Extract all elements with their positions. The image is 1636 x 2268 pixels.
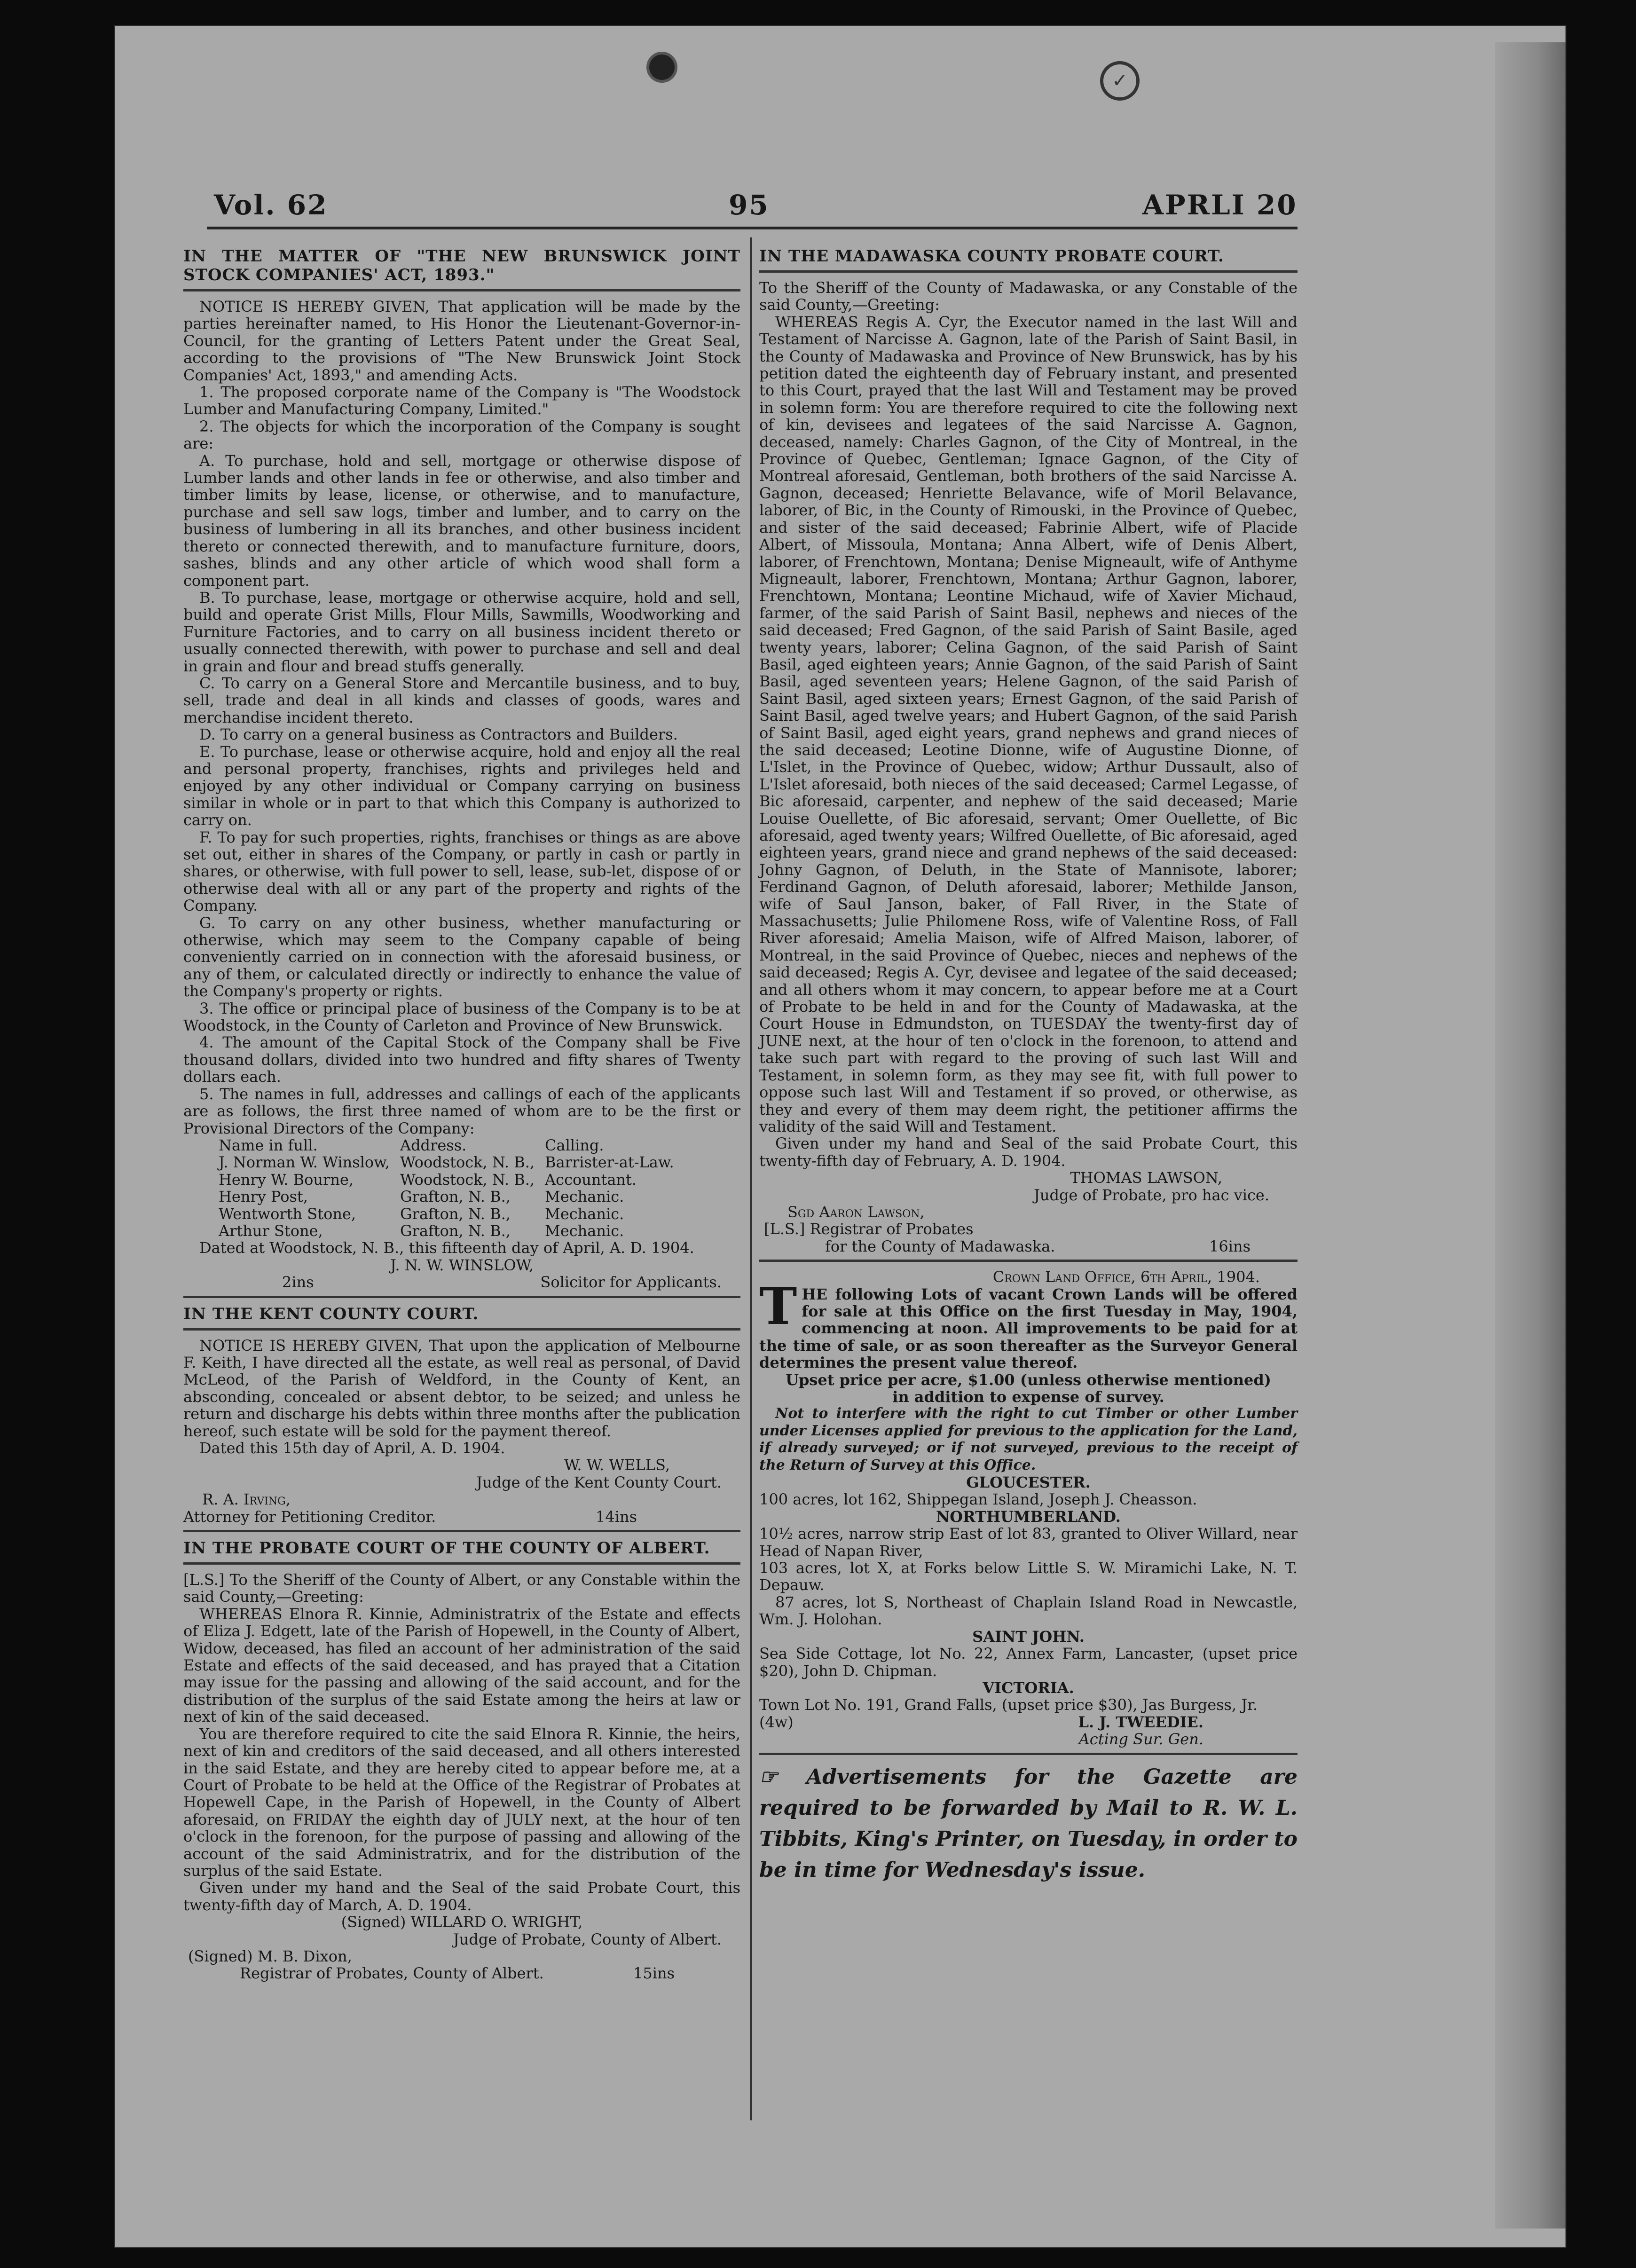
table-cell: Woodstock, N. B.,	[400, 1170, 535, 1189]
stamp-mark-icon: ✓	[1100, 61, 1140, 101]
madawaska-body: WHEREAS Regis A. Cyr, the Executor named in the last Will and Testament of Narcisse A. Gagnon, late of the Parish of Saint Basil, in the County of Madawaska and Province of New Brunswick, has by his petition dated the eighteenth day of February instant, and presented to this Court, prayed that the last Will and Testament may be proved in solemn form: You are therefore required to cite the following next of kin, devisees and legatees of the said Narcisse A. Gagnon, deceased, namely: Charles Gagnon, of the City of Montreal, in the Province of Quebec, Gentleman; Ignace Gagnon, of the City of Montreal aforesaid, Gentleman, both brothers of the said Narcisse A. Gagnon, deceased; Henriette Belavance, wife of Moril Belavance, laborer, of Bic, in the County of Rimouski, in the Province of Quebec, and sister of the said deceased; Fabrinie Albert, wife of Placide Albert, of Missoula, Montana; Anna Albert, wife of Denis Albert, laborer, of Frenchtown, Montana; Denise Migneault, wife of Anthyme Migneault, laborer, Frenchtown, Montana; Arthur Gagnon, laborer, Frenchtown, Montana; Leontine Michaud, wife of Xavier Michaud, farmer, of the said Parish of Saint Basil, nephews and nieces of the said deceased; Fred Gagnon, of the said Parish of Saint Basile, aged twenty years, laborer; Celina Gagnon, of the said Parish of Saint Basil, aged eighteen years; Annie Gagnon, of the said Parish of Saint Basil, aged seventeen years; Helene Gagnon, of the said Parish of Saint Basil, aged sixteen years; Ernest Gagnon, of the said Parish of Saint Basil, aged twelve years; and Hubert Gagnon, of the said Parish of Saint Basil, aged eight years, grand nephews and grand nieces of the said deceased; Leotine Dionne, wife of Augustine Dionne, of L'Islet, in the Province of Quebec, widow; Arthur Dussault, also of L'Islet aforesaid, both nieces of the said deceased; Carmel Legasse, of Bic aforesaid, carpenter, and nephew of the said deceased; Marie Louise Ouellette, of Bic aforesaid, servant; Omer Ouellette, of Bic aforesaid, aged twenty years; Wilfred Ouellette, of Bic aforesaid, aged eighteen years, grand niece and grand nephews of the said deceased: Johny Gagnon, of Deluth, in the State of Mannisote, laborer; Ferdinand Gagnon, of Deluth aforesaid, laborer; Methilde Janson, wife of Saul Janson, baker, of Fall River, in the State of Massachusetts; Julie Philomene Ross, wife of Valentine Ross, of Fall River aforesaid; Amelia Maison, wife of Alfred Maison, laborer, of Montreal, in the said Province of Quebec, nieces and nephews of the said deceased; Regis A. Cyr, devisee and legatee of the said deceased; and all others whom it may concern, to appear before me at a Court of Probate to be held in and for the County of Madawaska, at the Court House in Edmundston, on TUESDAY the twenty-first day of JUNE next, at the hour of ten o'clock in the forenoon, to attend and take such part with regard to the proving of such last Will and Testament, in solemn form, as they may see fit, with full power to oppose such last Will and Testament if so proved, or otherwise, as they and every of them may deem right, the petitioner affirms the validity of the said Will and Testament.	[759, 313, 1298, 1135]
insertions-count: 15ins	[633, 1964, 675, 1983]
county-heading-gloucester: GLOUCESTER.	[966, 1473, 1091, 1492]
table-cell: Grafton, N. B.,	[400, 1188, 511, 1206]
binding-hole-icon	[646, 52, 677, 83]
section-rule	[759, 270, 1298, 273]
joint-stock-paragraph: E. To purchase, lease or otherwise acquire, hold and enjoy all the real and personal property, franchises, rights and privileges held and enjoyed by any other individual or Company carrying on business similar in whole or in part to that which this Company is authorized to carry on.	[183, 742, 740, 829]
joint-stock-paragraph: A. To purchase, hold and sell, mortgage or otherwise dispose of Lumber lands and other lands in fee or otherwise, and also timber and timber limits by lease, license, or otherwise, and to manufacture, purchase and sell saw logs, timber and lumber, and to carry on the business of lumbering in all its branches, and other business incident thereto or connected therewith, and to manufacture furniture, doors, sashes, blinds and any other article of which wood shall form a component part.	[183, 451, 740, 590]
insertions-count: 14ins	[596, 1507, 637, 1526]
table-cell: Grafton, N. B.,	[400, 1205, 511, 1223]
table-cell: Mechanic.	[545, 1221, 624, 1240]
section-rule	[759, 1260, 1298, 1262]
albert-paragraph: You are therefore required to cite the said Elnora R. Kinnie, the heirs, next of kin and creditors of the said deceased, and all others interested in the said Estate, and they are hereby cited to appear before me, at a Court of Probate to be held at the Office of the Registrar of Probates at Hopewell Cape, in the Parish of Hopewell, in the County of Albert aforesaid, on FRIDAY the eighth day of JULY next, at the hour of ten o'clock in the forenoon, for the purpose of passing and allowing of the account of the said Administratrix, and for the distribution of the surplus of the said Estate.	[183, 1725, 740, 1880]
joint-stock-paragraph: 1. The proposed corporate name of the Company is "The Woodstock Lumber and Manufacturing Company, Limited."	[183, 383, 740, 418]
joint-stock-paragraph: C. To carry on a General Store and Mercantile business, and to buy, sell, trade and deal in all kinds and classes of goods, wares and merchandise incident thereto.	[183, 674, 740, 726]
insertions-count: (4w)	[759, 1713, 794, 1731]
header-rule	[207, 227, 1298, 229]
table-row	[219, 1171, 684, 1188]
table-cell: Henry Post,	[219, 1188, 308, 1206]
page-number: 95	[729, 189, 770, 221]
joint-stock-paragraph: 2. The objects for which the incorporation of the Company is sought are:	[183, 417, 740, 453]
joint-stock-title: IN THE MATTER OF "THE NEW BRUNSWICK JOINT STOCK COMPANIES' ACT, 1893."	[183, 247, 740, 284]
applicants-table	[219, 1137, 684, 1239]
lot-entry: 100 acres, lot 162, Shippegan Island, Joseph J. Cheasson.	[759, 1490, 1197, 1509]
crown-signer: L. J. TWEEDIE.	[1078, 1713, 1203, 1731]
volume-label: Vol. 62	[214, 189, 328, 221]
joint-stock-paragraph: 5. The names in full, addresses and callings of each of the applicants are as follows, the first three named of whom are to be the first or Provisional Directors of the Company:	[183, 1085, 740, 1137]
joint-stock-paragraph: D. To carry on a general business as Contractors and Builders.	[199, 725, 678, 744]
kent-attorney: R. A. Irving,	[202, 1490, 291, 1509]
joint-stock-paragraph: G. To carry on any other business, whether manufacturing or otherwise, which may seem to the Company capable of being conveniently carried on in connection with the aforesaid business, or any of them, or calculated directly or indirectly to enhance the value of the Company's property or rights.	[183, 914, 740, 1000]
kent-court-body: NOTICE IS HEREBY GIVEN, That upon the application of Melbourne F. Keith, I have directed all the estate, as well real as personal, of David McLeod, of the Parish of Weldford, in the County of Kent, an absconding, concealed or absent debtor, to be seized; and unless he return and discharge his debts within three months after the publication hereof, such estate will be sold for the payment thereof.	[183, 1336, 740, 1440]
albert-given: Given under my hand and the Seal of the said Probate Court, this twenty-fifth day of March, A. D. 1904.	[183, 1879, 740, 1914]
table-cell: J. Norman W. Winslow,	[219, 1153, 390, 1172]
albert-judge-signature: (Signed) WILLARD O. WRIGHT,	[341, 1913, 583, 1931]
left-column	[183, 247, 740, 1982]
madawaska-given: Given under my hand and Seal of the said Probate Court, this twenty-fifth day of February, A. D. 1904.	[759, 1134, 1298, 1170]
albert-salutation: [L.S.] To the Sheriff of the County of Albert, or any Constable within the said County,—Greeting:	[183, 1571, 740, 1606]
table-cell: Accountant.	[545, 1170, 637, 1189]
page-edge-shadow	[1495, 42, 1565, 2229]
table-row	[219, 1188, 684, 1205]
pointing-hand-icon: ☞	[759, 1764, 778, 1789]
kent-court-title: IN THE KENT COUNTY COURT.	[183, 1304, 479, 1323]
table-header-cell: Name in full.	[219, 1136, 318, 1154]
table-header-cell: Address.	[400, 1136, 467, 1154]
table-header-cell: Calling.	[545, 1136, 604, 1154]
table-row	[219, 1205, 684, 1222]
lot-entry: 87 acres, lot S, Northeast of Chaplain Island Road in Newcastle, Wm. J. Holohan.	[759, 1593, 1298, 1629]
lot-entry: 10½ acres, narrow strip East of lot 83, granted to Oliver Willard, near Head of Napan River,	[759, 1525, 1298, 1560]
issue-date: APRLI 20	[1142, 189, 1298, 221]
albert-registrar-signature: (Signed) M. B. Dixon,	[188, 1947, 352, 1965]
section-rule	[183, 289, 740, 291]
joint-stock-paragraph: B. To purchase, lease, mortgage or otherwise acquire, hold and sell, build and operate Grist Mills, Flour Mills, Sawmills, Woodworking and Furniture Factories, and to carry on all business incident thereto or usually connected therewith, with power to purchase and sell and deal in grain and flour and bread stuffs generally.	[183, 588, 740, 675]
table-header-row	[219, 1137, 684, 1154]
table-cell: Henry W. Bourne,	[219, 1170, 354, 1189]
albert-judge-role: Judge of Probate, County of Albert.	[453, 1930, 722, 1948]
column-divider	[750, 237, 752, 2120]
table-cell: Mechanic.	[545, 1188, 624, 1206]
kent-court-dated: Dated this 15th day of April, A. D. 1904.	[199, 1439, 505, 1457]
crown-signer-role: Acting Sur. Gen.	[1078, 1730, 1203, 1748]
joint-stock-paragraph: NOTICE IS HEREBY GIVEN, That application will be made by the parties hereinafter named, to His Honor the Lieutenant-Governor-in-Council, for the granting of Letters Patent under the Great Seal, according to the provisions of "The New Brunswick Joint Stock Companies' Act, 1893," and amending Acts.	[183, 298, 740, 384]
kent-court-signer-role: Judge of the Kent County Court.	[476, 1473, 722, 1491]
madawaska-registrar: for the County of Madawaska.	[825, 1237, 1055, 1255]
crown-dropcap: T	[759, 1276, 797, 1336]
joint-stock-paragraph: F. To pay for such properties, rights, franchises or things as are above set out, either in shares of the Company, or partly in cash or partly in shares, or otherwise, with full power to sell, lease, sub-let, dispose of or otherwise deal with all or any part of the property and rights of the Company.	[183, 828, 740, 915]
joint-stock-signer: J. N. W. WINSLOW,	[390, 1256, 534, 1274]
section-rule	[759, 1753, 1298, 1755]
joint-stock-signer-role: Solicitor for Applicants.	[540, 1273, 722, 1292]
albert-registrar-role: Registrar of Probates, County of Albert.	[240, 1964, 544, 1983]
table-cell: Mechanic.	[545, 1205, 624, 1223]
advertisement-notice	[759, 1762, 1298, 1886]
county-heading-victoria: VICTORIA.	[983, 1678, 1074, 1697]
madawaska-registrar: [L.S.] Registrar of Probates	[764, 1220, 974, 1238]
crown-land-office-date: Crown Land Office, 6th April, 1904.	[992, 1268, 1260, 1286]
lot-entry: 103 acres, lot X, at Forks below Little S. W. Miramichi Lake, N. T. Depauw.	[759, 1559, 1298, 1594]
crown-land-body: HE following Lots of vacant Crown Lands will be offered for sale at this Office on the first Tuesday in May, 1904, commencing at noon. All improvements to be paid for at the time of sale, or as soon thereafter as the Surveyor General determines the present value thereof.	[759, 1285, 1298, 1372]
joint-stock-dated: Dated at Woodstock, N. B., this fifteenth day of April, A. D. 1904.	[199, 1239, 694, 1257]
madawaska-registrar: Sgd Aaron Lawson,	[787, 1203, 925, 1221]
section-rule	[183, 1530, 740, 1532]
kent-attorney-role: Attorney for Petitioning Creditor.	[183, 1507, 436, 1526]
crown-timber-note: Not to interfere with the right to cut Timber or other Lumber under Licenses applied for previous to the application for the Land, if already surveyed; or if not surveyed, previous to the receipt of the Return of Survey at this Office.	[759, 1405, 1298, 1473]
albert-paragraph: WHEREAS Elnora R. Kinnie, Administratrix of the Estate and effects of Eliza J. Edgett, late of the Parish of Hopewell, in the County of Albert, Widow, deceased, has filed an account of her administration of the said Estate and effects of the said deceased, and has prayed that a Citation may issue for the passing and allowing of the said account, and for the distribution of the surplus of the said Estate among the heirs at law or next of kin of the said deceased.	[183, 1605, 740, 1726]
madawaska-signer-role: Judge of Probate, pro hac vice.	[1034, 1186, 1269, 1204]
county-heading-saint-john: SAINT JOHN.	[972, 1627, 1085, 1646]
table-row	[219, 1154, 684, 1171]
table-row	[219, 1222, 684, 1239]
county-heading-northumberland: NORTHUMBERLAND.	[936, 1507, 1121, 1526]
table-cell: Wentworth Stone,	[219, 1205, 356, 1223]
insertions-count: 2ins	[282, 1273, 314, 1292]
section-rule	[183, 1296, 740, 1298]
albert-court-title: IN THE PROBATE COURT OF THE COUNTY OF ALBERT.	[183, 1539, 710, 1558]
crown-upset-price-note: in addition to expense of survey.	[892, 1388, 1164, 1406]
section-rule	[183, 1562, 740, 1565]
right-column	[759, 247, 1298, 1886]
crown-upset-price: Upset price per acre, $1.00 (unless otherwise mentioned)	[786, 1370, 1271, 1389]
advertisement-text: Advertisements for the Gazette are required to be forwarded by Mail to R. W. L. Tibbits, King's Printer, on Tuesday, in order to be in time for Wednesday's issue.	[759, 1764, 1298, 1882]
joint-stock-paragraph: 3. The office or principal place of business of the Company is to be at Woodstock, in the County of Carleton and Province of New Brunswick.	[183, 999, 740, 1035]
lot-entry: Town Lot No. 191, Grand Falls, (upset price $30), Jas Burgess, Jr.	[759, 1696, 1258, 1714]
madawaska-salutation: To the Sheriff of the County of Madawaska, or any Constable of the said County,—Greeting:	[759, 279, 1298, 314]
kent-court-signer: W. W. WELLS,	[564, 1456, 670, 1474]
lot-entry: Sea Side Cottage, lot No. 22, Annex Farm, Lancaster, (upset price $20), John D. Chipman.	[759, 1645, 1298, 1680]
insertions-count: 16ins	[1209, 1237, 1251, 1255]
section-rule	[183, 1328, 740, 1331]
joint-stock-paragraph: 4. The amount of the Capital Stock of the Company shall be Five thousand dollars, divided into two hundred and fifty shares of Twenty dollars each.	[183, 1033, 740, 1086]
table-cell: Woodstock, N. B.,	[400, 1153, 535, 1172]
madawaska-title: IN THE MADAWASKA COUNTY PROBATE COURT.	[759, 247, 1224, 266]
table-cell: Barrister-at-Law.	[545, 1153, 674, 1172]
madawaska-signer: THOMAS LAWSON,	[1070, 1169, 1222, 1187]
table-cell: Arthur Stone,	[219, 1221, 323, 1240]
table-cell: Grafton, N. B.,	[400, 1221, 511, 1240]
